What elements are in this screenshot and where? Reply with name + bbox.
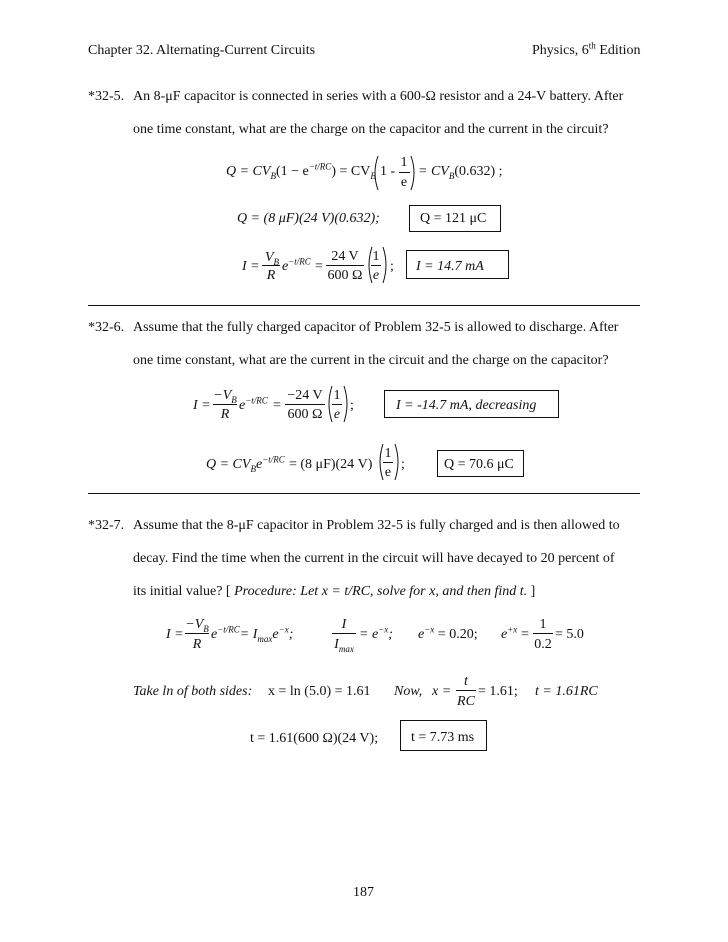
p325-eq1-exp: −t/RC [308, 161, 332, 172]
p327-eq1-e2: e [272, 627, 279, 642]
p327-now-den: RC [457, 694, 475, 709]
p326-eq1-n3: 1 [333, 388, 341, 403]
p325-eq1-mid: (1 − e [275, 164, 309, 179]
p327-eq1-midsub: max [257, 633, 273, 644]
p327-eq3-e: e [418, 627, 425, 642]
p325-eq3-I: I = [242, 259, 260, 274]
p326-eq2-d: e [384, 465, 392, 480]
p327-eq2-rhs [359, 624, 393, 642]
problem-32-7-line-3-a: its initial value? [ [133, 584, 235, 599]
problem-32-7-line-3-c: ] [530, 584, 536, 599]
problem-32-6-line-1: Assume that the fully charged capacitor of Problem 32-5 is allowed to discharge. After [133, 320, 619, 335]
p326-eq1-num-sub: B [231, 394, 237, 405]
p326-answer-current-value: I = -14.7 mA, [396, 398, 476, 413]
separator-2 [88, 493, 640, 494]
p325-eq3-num [262, 251, 282, 265]
p325-eq1-frac-bar [399, 172, 410, 173]
p325-eq3-num-sub: B [273, 256, 280, 267]
p327-step-eq: x = ln (5.0) = 1.61 [268, 684, 371, 699]
p327-now-x: x = [432, 684, 452, 699]
p325-eq1-one: 1 - [380, 164, 396, 179]
p326-eq2-exp: −t/RC [262, 454, 285, 465]
problem-32-7-line-2: decay. Find the time when the current in the circuit will have decayed to 20 percent of [133, 551, 615, 566]
p325-eq1-right-cv: = CV [418, 164, 449, 179]
p326-eq1-d3: e [333, 407, 341, 422]
p326-eq1-den: R [220, 407, 230, 422]
p326-eq1-num2: −24 V [287, 388, 323, 403]
p325-eq3-bar1 [262, 265, 280, 266]
header-chapter: Chapter 32. Alternating-Current Circuits [88, 43, 316, 58]
p327-eq1-num-v: −V [185, 617, 204, 632]
p325-eq3-d3: e [372, 268, 380, 283]
problem-32-7-line-1: Assume that the 8-μF capacitor in Problem 32-5 is fully charged and is then allowed to [133, 518, 620, 533]
p327-t-eq: t = 1.61RC [535, 684, 598, 699]
p325-eq1-left: Q = CV [226, 164, 271, 179]
p326-eq1-bar3 [332, 404, 342, 405]
p326-eq2-sub: B [250, 463, 256, 474]
p327-now-bar [456, 690, 476, 691]
p325-eq1-sub2: B [370, 170, 376, 181]
p326-eq2-left [206, 454, 285, 474]
p325-eq1-sub3: B [448, 170, 455, 181]
p327-answer: t = 7.73 ms [411, 730, 475, 745]
header-book-edition [532, 40, 641, 58]
p327-eq2-exp: −x [378, 624, 389, 635]
p327-eq3 [418, 624, 478, 642]
p325-eq3-exp-group [282, 256, 311, 274]
p327-eq1-mid: = I [239, 627, 258, 642]
p327-step-label: Take ln of both sides: [133, 684, 253, 699]
separator-1 [88, 305, 640, 306]
header-book-sup: th [588, 40, 596, 51]
p326-eq2-left-text: Q = CV [206, 457, 251, 472]
p327-eq3-exp: −x [424, 624, 435, 635]
p325-eq1-left-paren [371, 155, 379, 191]
p327-now-num: t [464, 674, 468, 689]
p326-eq1-e: e [239, 398, 246, 413]
p327-final-eq: t = 1.61(600 Ω)(24 V); [250, 731, 379, 746]
p327-eq2-num: I [341, 617, 347, 632]
problem-32-7-number: *32-7. [88, 518, 125, 533]
p325-eq1 [226, 161, 376, 181]
p327-eq2-den [330, 638, 358, 652]
p326-eq2-semicolon: ; [401, 457, 405, 472]
p327-eq1-right [211, 624, 294, 644]
p325-eq1-right-paren [410, 155, 418, 191]
p326-eq2-mid: = (8 μF)(24 V) [289, 457, 373, 472]
p326-eq2-bar [383, 462, 393, 463]
p327-eq1-semicolon: ; [288, 627, 294, 642]
p327-eq1-bar [185, 633, 209, 634]
p327-eq4-bar [533, 633, 553, 634]
p326-eq1-num-v: −V [213, 388, 232, 403]
p325-eq3-num2: 24 V [331, 249, 359, 264]
p327-eq1-den: R [192, 637, 202, 652]
p326-eq1-semicolon: ; [350, 398, 354, 413]
p326-answer-charge: Q = 70.6 μC [444, 457, 514, 472]
p326-eq1-I: I = [193, 398, 211, 413]
p327-eq1-num-sub: B [203, 623, 209, 634]
p325-answer-current: I = 14.7 mA [416, 259, 484, 274]
p327-eq1-exp2: −x [278, 624, 289, 635]
p326-eq1-bar2 [285, 404, 325, 405]
p327-eq3-rhs: = 0.20; [437, 627, 478, 642]
p327-eq4-num: 1 [539, 617, 547, 632]
p326-eq1-eq: = [273, 398, 281, 413]
p325-eq1-right [418, 165, 503, 179]
p326-eq2-e: e [255, 457, 263, 472]
p325-eq3-exp: −t/RC [288, 256, 311, 267]
p326-answer-current-note: decreasing [475, 398, 537, 413]
p326-eq1-exp-group [239, 395, 268, 413]
p326-eq2-n: 1 [384, 446, 392, 461]
p325-eq3-bar3 [371, 265, 381, 266]
p327-eq2-bar [332, 633, 356, 634]
p326-eq1-den2: 600 Ω [287, 407, 323, 422]
problem-32-6-line-2: one time constant, what are the current in the circuit and the charge on the capacitor? [133, 353, 609, 368]
p325-eq1-sub: B [270, 170, 276, 181]
p327-eq1-e: e [211, 627, 218, 642]
p325-eq3-e: e [282, 259, 289, 274]
p327-eq4-rhs: = 5.0 [555, 627, 584, 642]
p325-eq1-mid2: ) = CV [331, 164, 371, 179]
p325-eq1-tail: (0.632) ; [454, 164, 503, 179]
problem-32-5-line-1: An 8-μF capacitor is connected in series with a 600-Ω resistor and a 24-V battery. After [133, 89, 624, 104]
p325-eq1-frac-num: 1 [400, 155, 408, 170]
header-book-prefix: Physics, 6 [532, 43, 589, 58]
p325-eq3-n3: 1 [372, 249, 380, 264]
p326-answer-current [396, 399, 536, 413]
problem-32-5-line-2: one time constant, what are the charge on the capacitor and the current in the circuit? [133, 122, 609, 137]
p327-eq4-eq: = [521, 627, 529, 642]
header-book-suffix: Edition [595, 43, 641, 58]
problem-32-7-line-3 [133, 585, 535, 599]
page-number: 187 [353, 885, 374, 900]
p327-eq1-I: I = [166, 627, 184, 642]
p327-now-label: Now, [394, 684, 423, 699]
p325-eq3-bar2 [326, 265, 364, 266]
problem-32-5-number: *32-5. [88, 89, 125, 104]
p327-eq4-e: e [501, 627, 508, 642]
p325-eq2: Q = (8 μF)(24 V)(0.632); [237, 211, 380, 226]
p325-eq3-den2: 600 Ω [327, 268, 363, 283]
p327-eq4-lhs [501, 624, 518, 642]
p327-eq4-den: 0.2 [534, 637, 552, 652]
p325-eq3-right-paren [382, 246, 390, 284]
p327-eq2-semicolon: ; [388, 627, 393, 642]
p327-eq4-exp: +x [507, 624, 518, 635]
p325-eq1-frac-den: e [400, 175, 408, 190]
problem-32-7-procedure: Procedure: Let x = t/RC, solve for x, and then find t. [234, 584, 531, 599]
p327-eq2-den-i: I [334, 637, 339, 652]
problem-32-6-number: *32-6. [88, 320, 125, 335]
p327-eq2-rhs-text: = e [359, 627, 379, 642]
p325-answer-charge: Q = 121 μC [420, 211, 487, 226]
p325-eq3-den: R [266, 268, 276, 283]
p325-eq3-semicolon: ; [390, 259, 394, 274]
p327-eq1-exp: −t/RC [217, 624, 240, 635]
p327-eq2-den-sub: max [338, 643, 354, 654]
p326-eq1-bar1 [213, 404, 237, 405]
p327-now-rhs: = 1.61; [478, 684, 518, 699]
p325-eq3-eq: = [315, 259, 323, 274]
p326-eq1-num [211, 389, 239, 403]
p326-eq1-exp: −t/RC [245, 395, 268, 406]
p325-eq3-num-v: V [264, 250, 274, 265]
p327-eq1-num [183, 618, 211, 632]
